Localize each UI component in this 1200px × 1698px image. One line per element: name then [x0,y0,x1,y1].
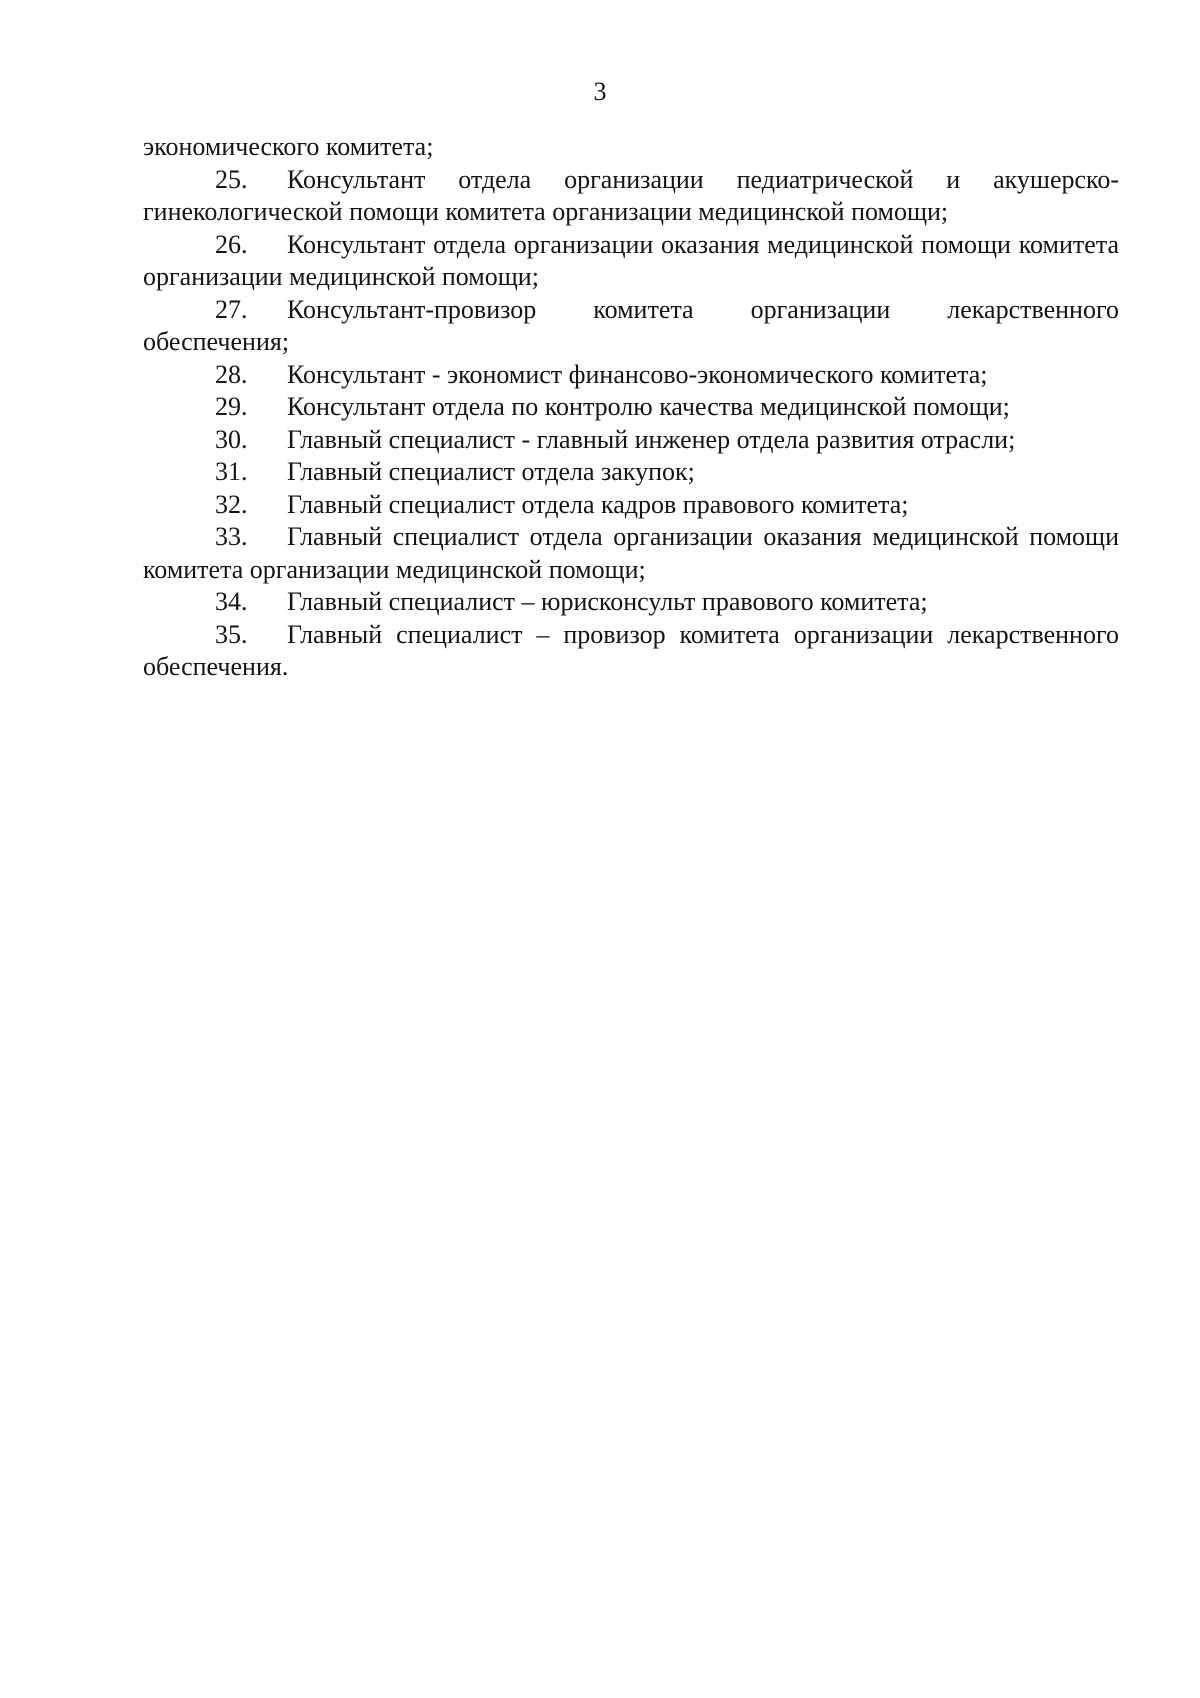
list-item-number: 30. [215,424,248,454]
list-item-text: Консультант отдела по контролю качества медицинской помощи; [287,392,1010,421]
list-item-number: 31. [215,457,248,486]
list-item-number: 27. [215,294,248,324]
list-item [143,294,1119,359]
document-body [143,131,1119,684]
list-item-text: Главный специалист отдела организации оказания медицинской помощи комитета организации медицинской помощи; [143,522,1119,584]
list-item-number: 33. [215,522,248,551]
list-item-text: Консультант - экономист финансово-экономического комитета; [287,359,988,389]
list-item-number: 28. [215,359,248,389]
list-item-number: 35. [215,619,248,649]
list-item-number: 25. [215,164,248,194]
list-item [143,391,1119,424]
list-item [143,619,1119,684]
list-item-number: 29. [215,392,248,421]
page-number: 3 [593,77,607,106]
paragraph-text: экономического комитета; [143,132,434,161]
list-item [143,489,1119,522]
list-item-number: 34. [215,587,248,616]
list-item-number: 32. [215,489,248,519]
list-item-text: Главный специалист отдела закупок; [287,457,695,486]
list-item [143,456,1119,489]
paragraph-continuation [143,131,1119,164]
list-item-text: Консультант-провизор комитета организации лекарственного обеспечения; [143,294,1119,356]
list-item [143,164,1119,229]
list-item-text: Консультант отдела организации педиатрической и акушерско-гинекологической помощи комитета организации медицинской помощи; [143,164,1119,226]
list-item [143,586,1119,619]
list-item-text: Главный специалист – провизор комитета организации лекарственного обеспечения. [143,619,1119,681]
list-item [143,229,1119,294]
list-item-number: 26. [215,229,248,259]
list-item [143,521,1119,586]
list-item-text: Главный специалист - главный инженер отдела развития отрасли; [287,424,1016,454]
list-item [143,424,1119,457]
list-item [143,359,1119,392]
list-item-text: Консультант отдела организации оказания медицинской помощи комитета организации медицинской помощи; [143,229,1119,291]
list-item-text: Главный специалист – юрисконсульт правового комитета; [287,587,928,616]
list-item-text: Главный специалист отдела кадров правового комитета; [287,489,909,519]
